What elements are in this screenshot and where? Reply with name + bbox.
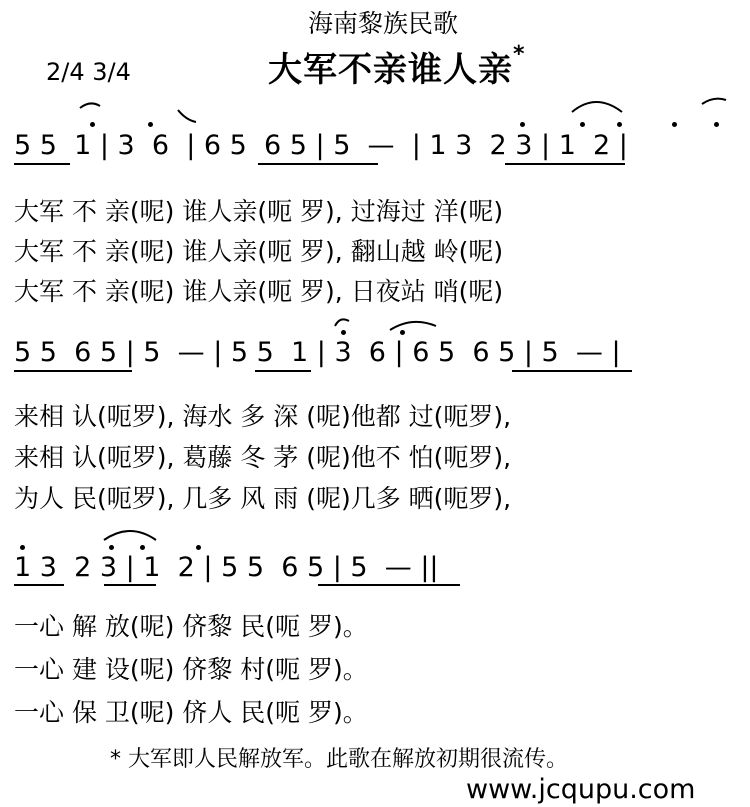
lyrics-row-2-verse-1: 来相 认(呃罗), 海水 多 深 (呢)他都 过(呃罗), — [14, 402, 512, 431]
song-subtitle: 海南黎族民歌 — [308, 9, 459, 38]
score-row-3: 1 3 2 3 | 1 2 | 5 5 6 5 | 5 — || — [14, 552, 439, 583]
footnote: * 大军即人民解放军。此歌在解放初期很流传。 — [110, 747, 568, 772]
lyrics-row-3-verse-3: 一心 保 卫(呢) 侪人 民(呃 罗)。 — [14, 698, 368, 727]
lyrics-row-3-verse-1: 一心 解 放(呢) 侪黎 民(呃 罗)。 — [14, 612, 368, 641]
song-title-text: 大军不亲谁人亲 — [268, 50, 513, 90]
website-watermark: www.jcqupu.com — [466, 774, 696, 805]
lyrics-row-1-verse-3: 大军 不 亲(呢) 谁人亲(呃 罗), 日夜站 哨(呢) — [14, 277, 504, 306]
score-row-2: 5 5 6 5 | 5 — | 5 5 1 | 3 6 | 6 5 6 5 | 5 — | — [14, 337, 621, 368]
lyrics-row-1-verse-2: 大军 不 亲(呢) 谁人亲(呃 罗), 翻山越 岭(呢) — [14, 237, 504, 266]
lyrics-row-2-verse-3: 为人 民(呃罗), 几多 风 雨 (呢)几多 晒(呃罗), — [14, 484, 512, 513]
time-signature: 2/4 3/4 — [46, 58, 131, 86]
score-row-1: 5 5 1 | 3 6 | 6 5 6 5 | 5 — | 1 3 2 3 | 1 2 | — [14, 130, 628, 161]
title-asterisk: * — [513, 42, 526, 67]
lyrics-row-2-verse-2: 来相 认(呃罗), 葛藤 冬 茅 (呢)他不 怕(呃罗), — [14, 443, 512, 472]
lyrics-row-3-verse-2: 一心 建 设(呢) 侪黎 村(呃 罗)。 — [14, 655, 368, 684]
lyrics-row-1-verse-1: 大军 不 亲(呢) 谁人亲(呃 罗), 过海过 洋(呢) — [14, 197, 504, 226]
